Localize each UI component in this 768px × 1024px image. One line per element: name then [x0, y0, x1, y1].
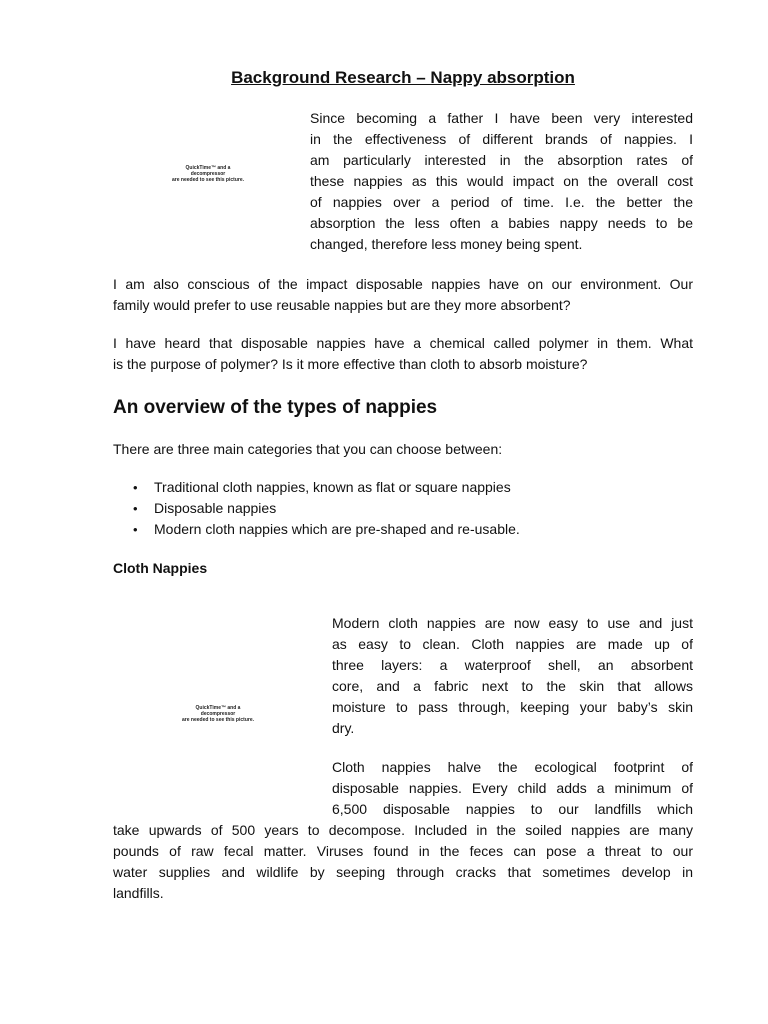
bullet-icon: • [133, 480, 138, 495]
paragraph-line: three layers: a waterproof shell, an absorbent [332, 657, 693, 673]
page-title: Background Research – Nappy absorption [231, 68, 575, 87]
list-item-text: Disposable nappies [154, 500, 277, 516]
list-item [133, 477, 693, 498]
paragraph-line: core, and a fabric next to the skin that allows [332, 678, 693, 694]
paragraph-line: in the effectiveness of different brands of nappies. I [310, 131, 693, 147]
intro-paragraph [310, 108, 693, 255]
list-item [133, 498, 693, 519]
bullet-icon: • [133, 501, 138, 516]
bullet-icon: • [133, 522, 138, 537]
paragraph-line: dry. [332, 720, 355, 736]
paragraph-line: moisture to pass through, keeping your baby’s skin [332, 699, 693, 715]
paragraph-line: take upwards of 500 years to decompose. Included in the soiled nappies are many [113, 822, 693, 838]
polymer-paragraph [113, 333, 693, 375]
nappy-types-list [133, 477, 693, 540]
placeholder-text: are needed to see this picture. [172, 177, 244, 183]
paragraph-line: changed, therefore less money being spent. [310, 236, 583, 252]
placeholder-text: decompressor [190, 171, 226, 177]
paragraph-line: is the purpose of polymer? Is it more effective than cloth to absorb moisture? [113, 356, 588, 372]
list-item-text: Traditional cloth nappies, known as flat or square nappies [154, 479, 511, 495]
paragraph-line: these nappies as this would impact on the overall cost [310, 173, 693, 189]
paragraph-line: as easy to clean. Cloth nappies are made up of [332, 636, 693, 652]
image-placeholder [176, 705, 260, 723]
paragraph-line: landfills. [113, 885, 164, 901]
paragraph-line: I am also conscious of the impact disposable nappies have on our environment. Our [113, 276, 693, 292]
overview-lead: There are three main categories that you can choose between: [113, 441, 503, 457]
placeholder-text: QuickTime™ and a [195, 705, 241, 711]
modern-cloth-paragraph [332, 613, 693, 739]
paragraph-line: Cloth nappies halve the ecological footprint of [332, 759, 693, 775]
paragraph-line: am particularly interested in the absorption rates of [310, 152, 693, 168]
ecology-paragraph-bottom [113, 820, 693, 904]
paragraph-line: disposable nappies. Every child adds a minimum of [332, 780, 693, 796]
section-heading: An overview of the types of nappies [113, 397, 438, 418]
paragraph-line: Since becoming a father I have been very interested [310, 110, 693, 126]
paragraph-line: water supplies and wildlife by seeping through cracks that sometimes develop in [113, 864, 693, 880]
environment-paragraph [113, 274, 693, 316]
placeholder-text: decompressor [200, 711, 236, 717]
placeholder-text: QuickTime™ and a [185, 165, 231, 171]
list-item-text: Modern cloth nappies which are pre-shaped and re-usable. [154, 521, 520, 537]
paragraph-line: 6,500 disposable nappies to our landfills which [332, 801, 693, 817]
paragraph-line: family would prefer to use reusable nappies but are they more absorbent? [113, 297, 571, 313]
paragraph-line: absorption the less often a babies nappy needs to be [310, 215, 693, 231]
ecology-paragraph-top [332, 757, 693, 820]
image-placeholder [166, 165, 250, 183]
paragraph-line: of nappies over a period of time. I.e. the better the [310, 194, 693, 210]
paragraph-line: pounds of raw fecal matter. Viruses found in the feces can pose a threat to our [113, 843, 693, 859]
paragraph-line: I have heard that disposable nappies have a chemical called polymer in them. What [113, 335, 693, 351]
paragraph-line: Modern cloth nappies are now easy to use and just [332, 615, 693, 631]
list-item [133, 519, 693, 540]
placeholder-text: are needed to see this picture. [182, 717, 254, 723]
subsection-heading: Cloth Nappies [113, 560, 208, 576]
